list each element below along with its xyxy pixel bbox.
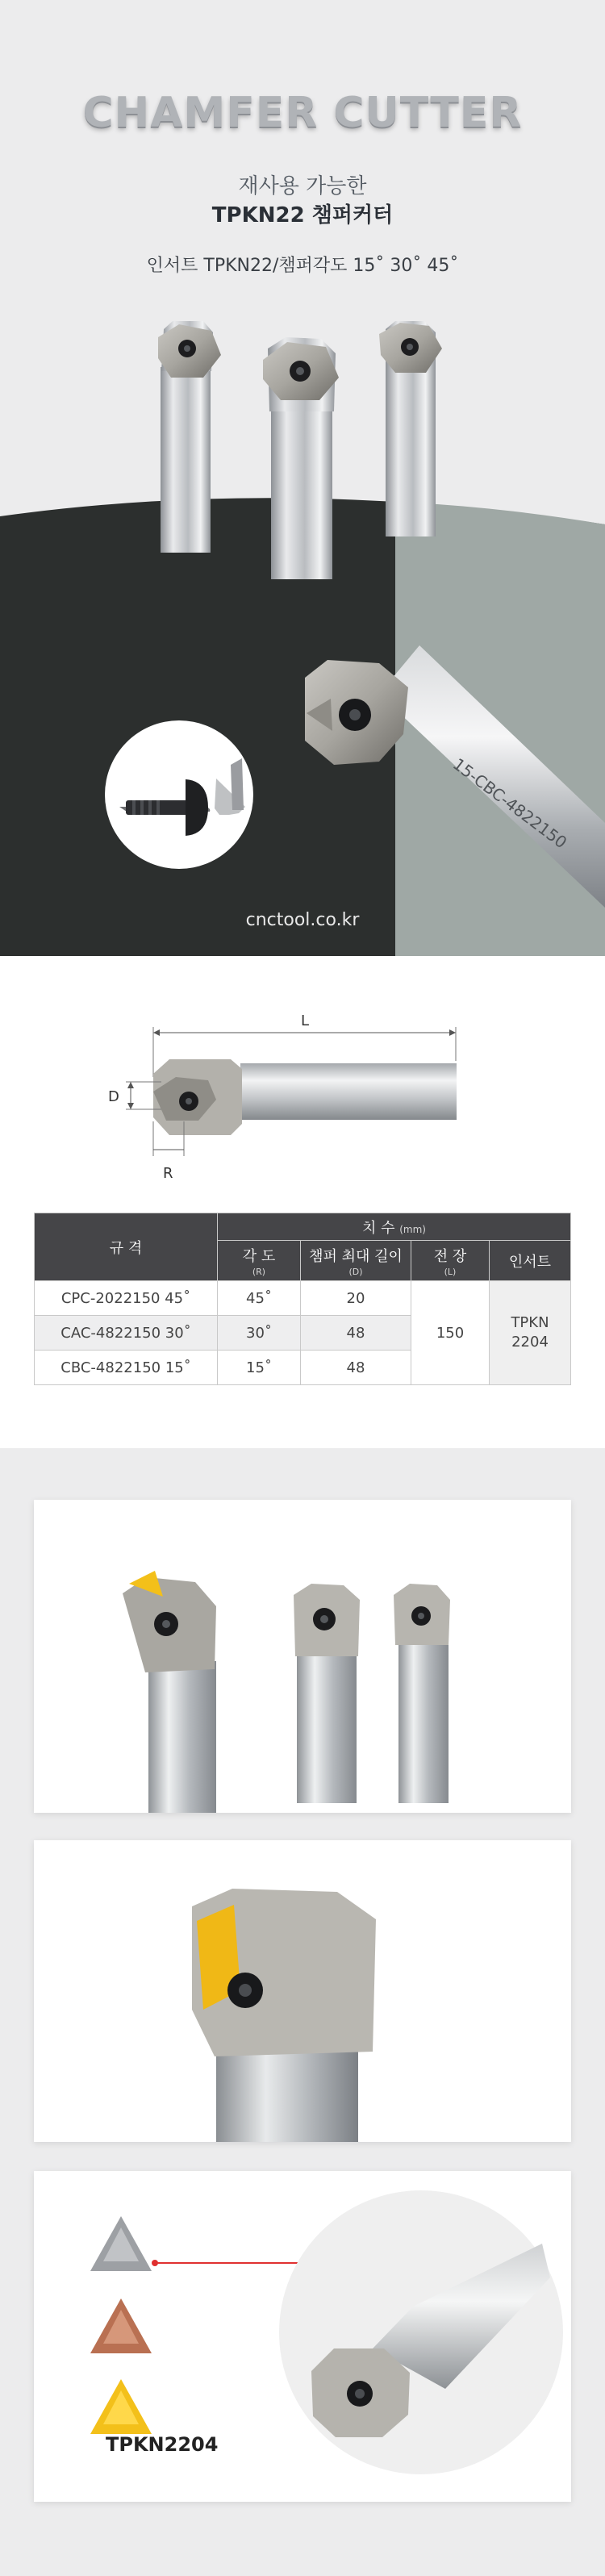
- header-spec: [35, 1213, 218, 1281]
- cell-insert: [490, 1281, 571, 1385]
- insert-name: TPKN2204: [106, 2433, 219, 2456]
- shank-engraving: 15-CBC-4822150: [449, 754, 571, 853]
- hero-background: [0, 0, 605, 956]
- cell-length: 150: [411, 1281, 490, 1385]
- hero-section: [0, 0, 605, 956]
- photo-three-cutters: [34, 1500, 571, 1813]
- spec-line: 인서트 TPKN22/챔퍼각도 15˚ 30˚ 45˚: [146, 256, 459, 276]
- spec-table: [34, 1213, 571, 1385]
- dimension-drawing: [0, 956, 605, 1198]
- label-R: R: [163, 1165, 173, 1182]
- cell-angle: 45˚: [218, 1281, 301, 1316]
- header-angle: [218, 1241, 301, 1281]
- page-title: CHAMFER CUTTER: [82, 89, 523, 137]
- subtitle-line2: [0, 198, 605, 228]
- cell-angle: 15˚: [218, 1351, 301, 1385]
- header-dimension-unit: (mm): [399, 1223, 426, 1235]
- header-length: [411, 1241, 490, 1281]
- subtitle-line2-text: TPKN22 챔퍼커터: [211, 203, 394, 228]
- cell-insert-line2: 2204: [511, 1334, 549, 1351]
- header-angle-text: 각 도: [242, 1247, 276, 1265]
- header-depth-text: 챔퍼 최대 길이: [309, 1247, 403, 1265]
- website-link[interactable]: cnctool.co.kr: [245, 910, 360, 930]
- dimension-section: [0, 956, 605, 1448]
- header-dimension-text: 치 수: [362, 1219, 395, 1237]
- cell-angle: 30˚: [218, 1316, 301, 1351]
- cell-depth: 48: [301, 1316, 411, 1351]
- cell-depth: 48: [301, 1351, 411, 1385]
- cutter-right: [379, 321, 442, 536]
- header-length-text: 전 장: [433, 1247, 467, 1265]
- cell-insert-line1: TPKN: [511, 1314, 549, 1331]
- header-length-symbol: (L): [444, 1266, 457, 1277]
- table-row: [35, 1281, 571, 1316]
- cell-model: CAC-4822150 30˚: [35, 1316, 218, 1351]
- photo-closeup: [34, 1840, 571, 2142]
- label-D: D: [108, 1088, 119, 1105]
- header-insert: [490, 1241, 571, 1281]
- header-angle-symbol: (R): [252, 1266, 266, 1277]
- header-depth: [301, 1241, 411, 1281]
- photo-inserts: [34, 2171, 571, 2502]
- closeup-image: [34, 1840, 571, 2142]
- cell-model: CBC-4822150 15˚: [35, 1351, 218, 1385]
- label-L: L: [300, 1012, 310, 1029]
- cell-model: CPC-2022150 45˚: [35, 1281, 218, 1316]
- subtitle-line1: 재사용 가능한: [238, 174, 367, 198]
- cutter-middle: [263, 337, 339, 579]
- header-depth-symbol: (D): [348, 1266, 363, 1277]
- three-cutters-image: [34, 1500, 571, 1813]
- cell-depth: 20: [301, 1281, 411, 1316]
- header-dimension: [218, 1213, 571, 1241]
- header-insert-text: 인서트: [508, 1253, 552, 1271]
- bolt-inset: [105, 720, 253, 869]
- header-spec-text: 규 격: [109, 1239, 143, 1257]
- gallery-section: [0, 1448, 605, 2576]
